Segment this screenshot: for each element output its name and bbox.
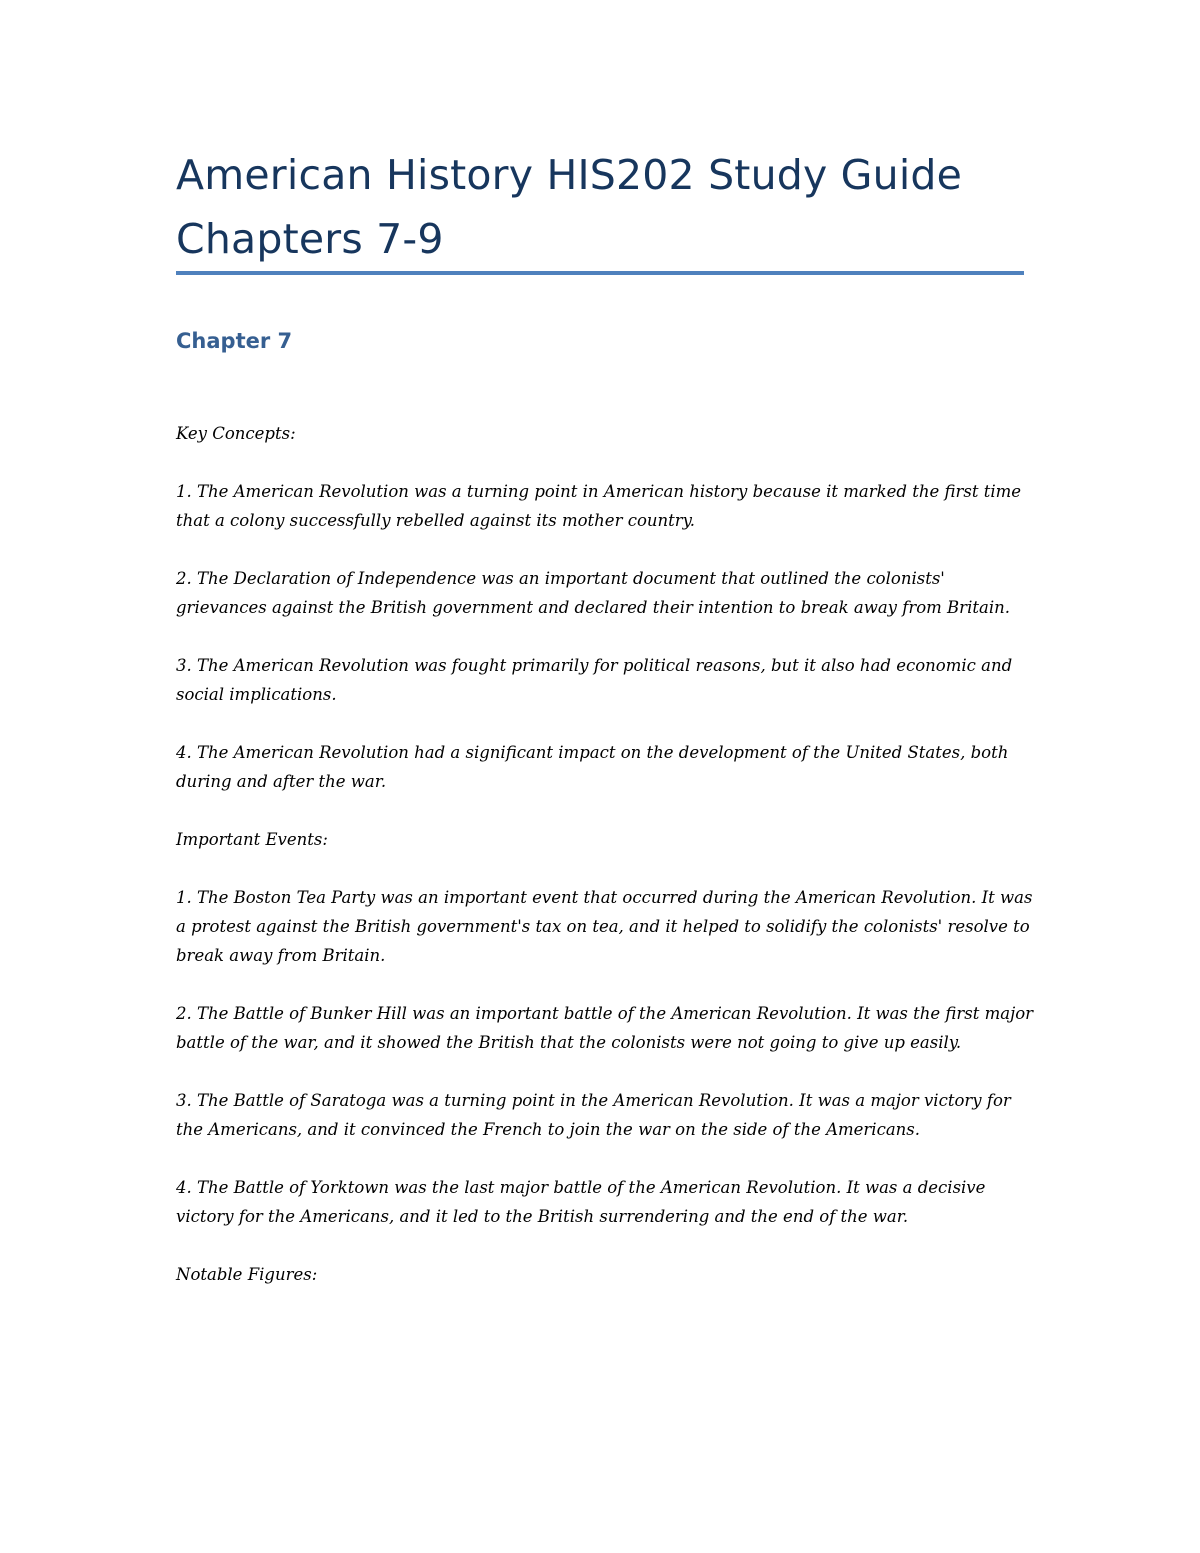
document-title <box>176 143 1036 271</box>
notable-figures-label: Notable Figures: <box>176 1265 318 1284</box>
important-event-item: 3. The Battle of Saratoga was a turning point in the American Revolution. It was a major victory for the Americans, and it convinced the French to join the war on the side of the Americans. <box>176 1091 1011 1139</box>
title-underline <box>176 271 1024 275</box>
chapter-heading: Chapter 7 <box>176 329 293 353</box>
key-concept-item: 2. The Declaration of Independence was an important document that outlined the colonists' grievances against the British government and declared their intention to break away from Britain. <box>176 569 1010 617</box>
key-concept-item: 1. The American Revolution was a turning point in American history because it marked the first time that a colony successfully rebelled against its mother country. <box>176 482 1022 530</box>
important-events-label: Important Events: <box>176 830 328 849</box>
important-event-item: 4. The Battle of Yorktown was the last major battle of the American Revolution. It was a decisive victory for the Americans, and it led to the British surrendering and the end of the war. <box>176 1178 986 1226</box>
document-body <box>176 419 1036 1318</box>
document-title-line-2: Chapters 7-9 <box>176 215 444 263</box>
important-event-item: 1. The Boston Tea Party was an important event that occurred during the American Revolution. It was a protest against the British government's tax on tea, and it helped to solidify the colonists' resolve to break away from Britain. <box>176 888 1033 965</box>
key-concepts-label: Key Concepts: <box>176 424 296 443</box>
key-concept-item: 4. The American Revolution had a significant impact on the development of the United States, both during and after the war. <box>176 743 1009 791</box>
document-title-line-1: American History HIS202 Study Guide <box>176 151 963 199</box>
key-concept-item: 3. The American Revolution was fought primarily for political reasons, but it also had economic and social implications. <box>176 656 1013 704</box>
important-event-item: 2. The Battle of Bunker Hill was an important battle of the American Revolution. It was the first major battle of the war, and it showed the British that the colonists were not going to give up easily. <box>176 1004 1034 1052</box>
